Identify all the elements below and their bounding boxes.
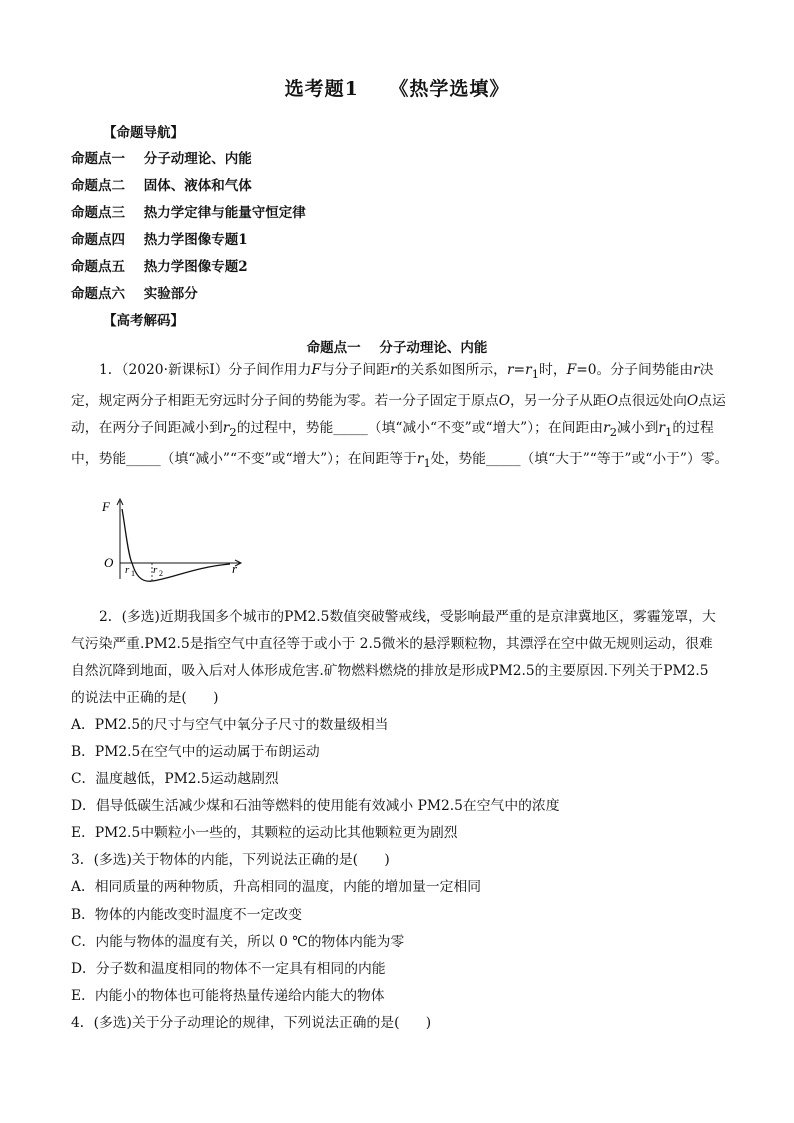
- q3-option-c: C．内能与物体的温度有关，所以 0 ℃的物体内能为零: [71, 934, 405, 950]
- force-curve: [122, 509, 230, 581]
- q3-option-d: D．分子数和温度相同的物体不一定具有相同的内能: [71, 961, 386, 977]
- q2-stem-line-3: 自然沉降到地面，吸入后对人体形成危害.矿物燃料燃烧的排放是形成PM2.5的主要原因.下列关于PM2.5: [71, 663, 709, 679]
- nav-item-2: 命题点二 固体、液体和气体: [71, 178, 252, 194]
- r1-label: r: [125, 564, 130, 576]
- r2-label: r: [153, 564, 158, 576]
- gaokao-heading: 【高考解码】: [103, 313, 184, 329]
- q3-stem: 3．(多选)关于物体的内能，下列说法正确的是( ): [71, 852, 390, 868]
- q2-stem-line-2: 气污染严重.PM2.5是指空气中直径等于或小于 2.5微米的悬浮颗粒物，其漂浮在空中做无规则运动，很难: [71, 636, 713, 652]
- q2-stem-line-4: 的说法中正确的是( ): [71, 690, 219, 706]
- y-axis-label: F: [102, 499, 110, 514]
- q3-option-a: A．相同质量的两种物质，升高相同的温度，内能的增加量一定相同: [71, 879, 482, 895]
- nav-item-1: 命题点一 分子动理论、内能: [71, 151, 252, 167]
- q4-stem: 4．(多选)关于分子动理论的规律，下列说法正确的是( ): [71, 1015, 432, 1031]
- q2-option-a: A．PM2.5的尺寸与空气中氧分子尺寸的数量级相当: [71, 717, 389, 733]
- q2-option-e: E．PM2.5中颗粒小一些的，其颗粒的运动比其他颗粒更为剧烈: [71, 825, 458, 841]
- q2-stem-line-1: 2．(多选)近期我国多个城市的PM2.5数值突破警戒线，受影响最严重的是京津冀地区，雾霾笼罩，大: [99, 609, 716, 625]
- r2-subscript: 2: [159, 569, 163, 578]
- nav-item-6: 命题点六 实验部分: [71, 286, 198, 302]
- origin-label: O: [104, 555, 114, 570]
- force-distance-graph: [100, 495, 250, 589]
- q3-option-b: B．物体的内能改变时温度不一定改变: [71, 907, 302, 923]
- x-axis-label: r: [232, 561, 238, 576]
- q2-option-c: C．温度越低，PM2.5运动越剧烈: [71, 771, 279, 787]
- nav-item-3: 命题点三 热力学定律与能量守恒定律: [71, 205, 306, 221]
- page-title: 选考题1 《热学选填》: [284, 78, 510, 100]
- r1-subscript: 1: [131, 569, 135, 578]
- q2-option-d: D．倡导低碳生活减少煤和石油等燃料的使用能有效减小 PM2.5在空气中的浓度: [71, 798, 560, 814]
- nav-item-4: 命题点四 热力学图像专题1: [71, 232, 248, 248]
- nav-item-5: 命题点五 热力学图像专题2: [71, 259, 248, 275]
- q2-option-b: B．PM2.5在空气中的运动属于布朗运动: [71, 744, 320, 760]
- question-1: 1．（2020·新课标Ⅰ）分子间作用力F与分子间距r的关系如图所示，$r=r_1$时，F=0。分子间势能由r决定，规定两分子相距无穷远时分子间的势能为零。若一分子固定于原点O，另一分子从距O点很远处向O点运动，在两分子间距减小到$r_2$的过程中，势能_____（填“减小“不变”或“增大”）；在间距由$r_2$减小到$r_1$的过程中，势能_____（填“减小”“不变”或“增大”）；在间距等于$r_1$处，势能_____（填“大于”“等于”或“小于”）零。: [71, 362, 729, 471]
- section-title: 命题点一 分子动理论、内能: [306, 340, 488, 356]
- q3-option-e: E．内能小的物体也可能将热量传递给内能大的物体: [71, 988, 385, 1004]
- graph-svg: [100, 495, 250, 585]
- nav-heading: 【命题导航】: [103, 125, 184, 141]
